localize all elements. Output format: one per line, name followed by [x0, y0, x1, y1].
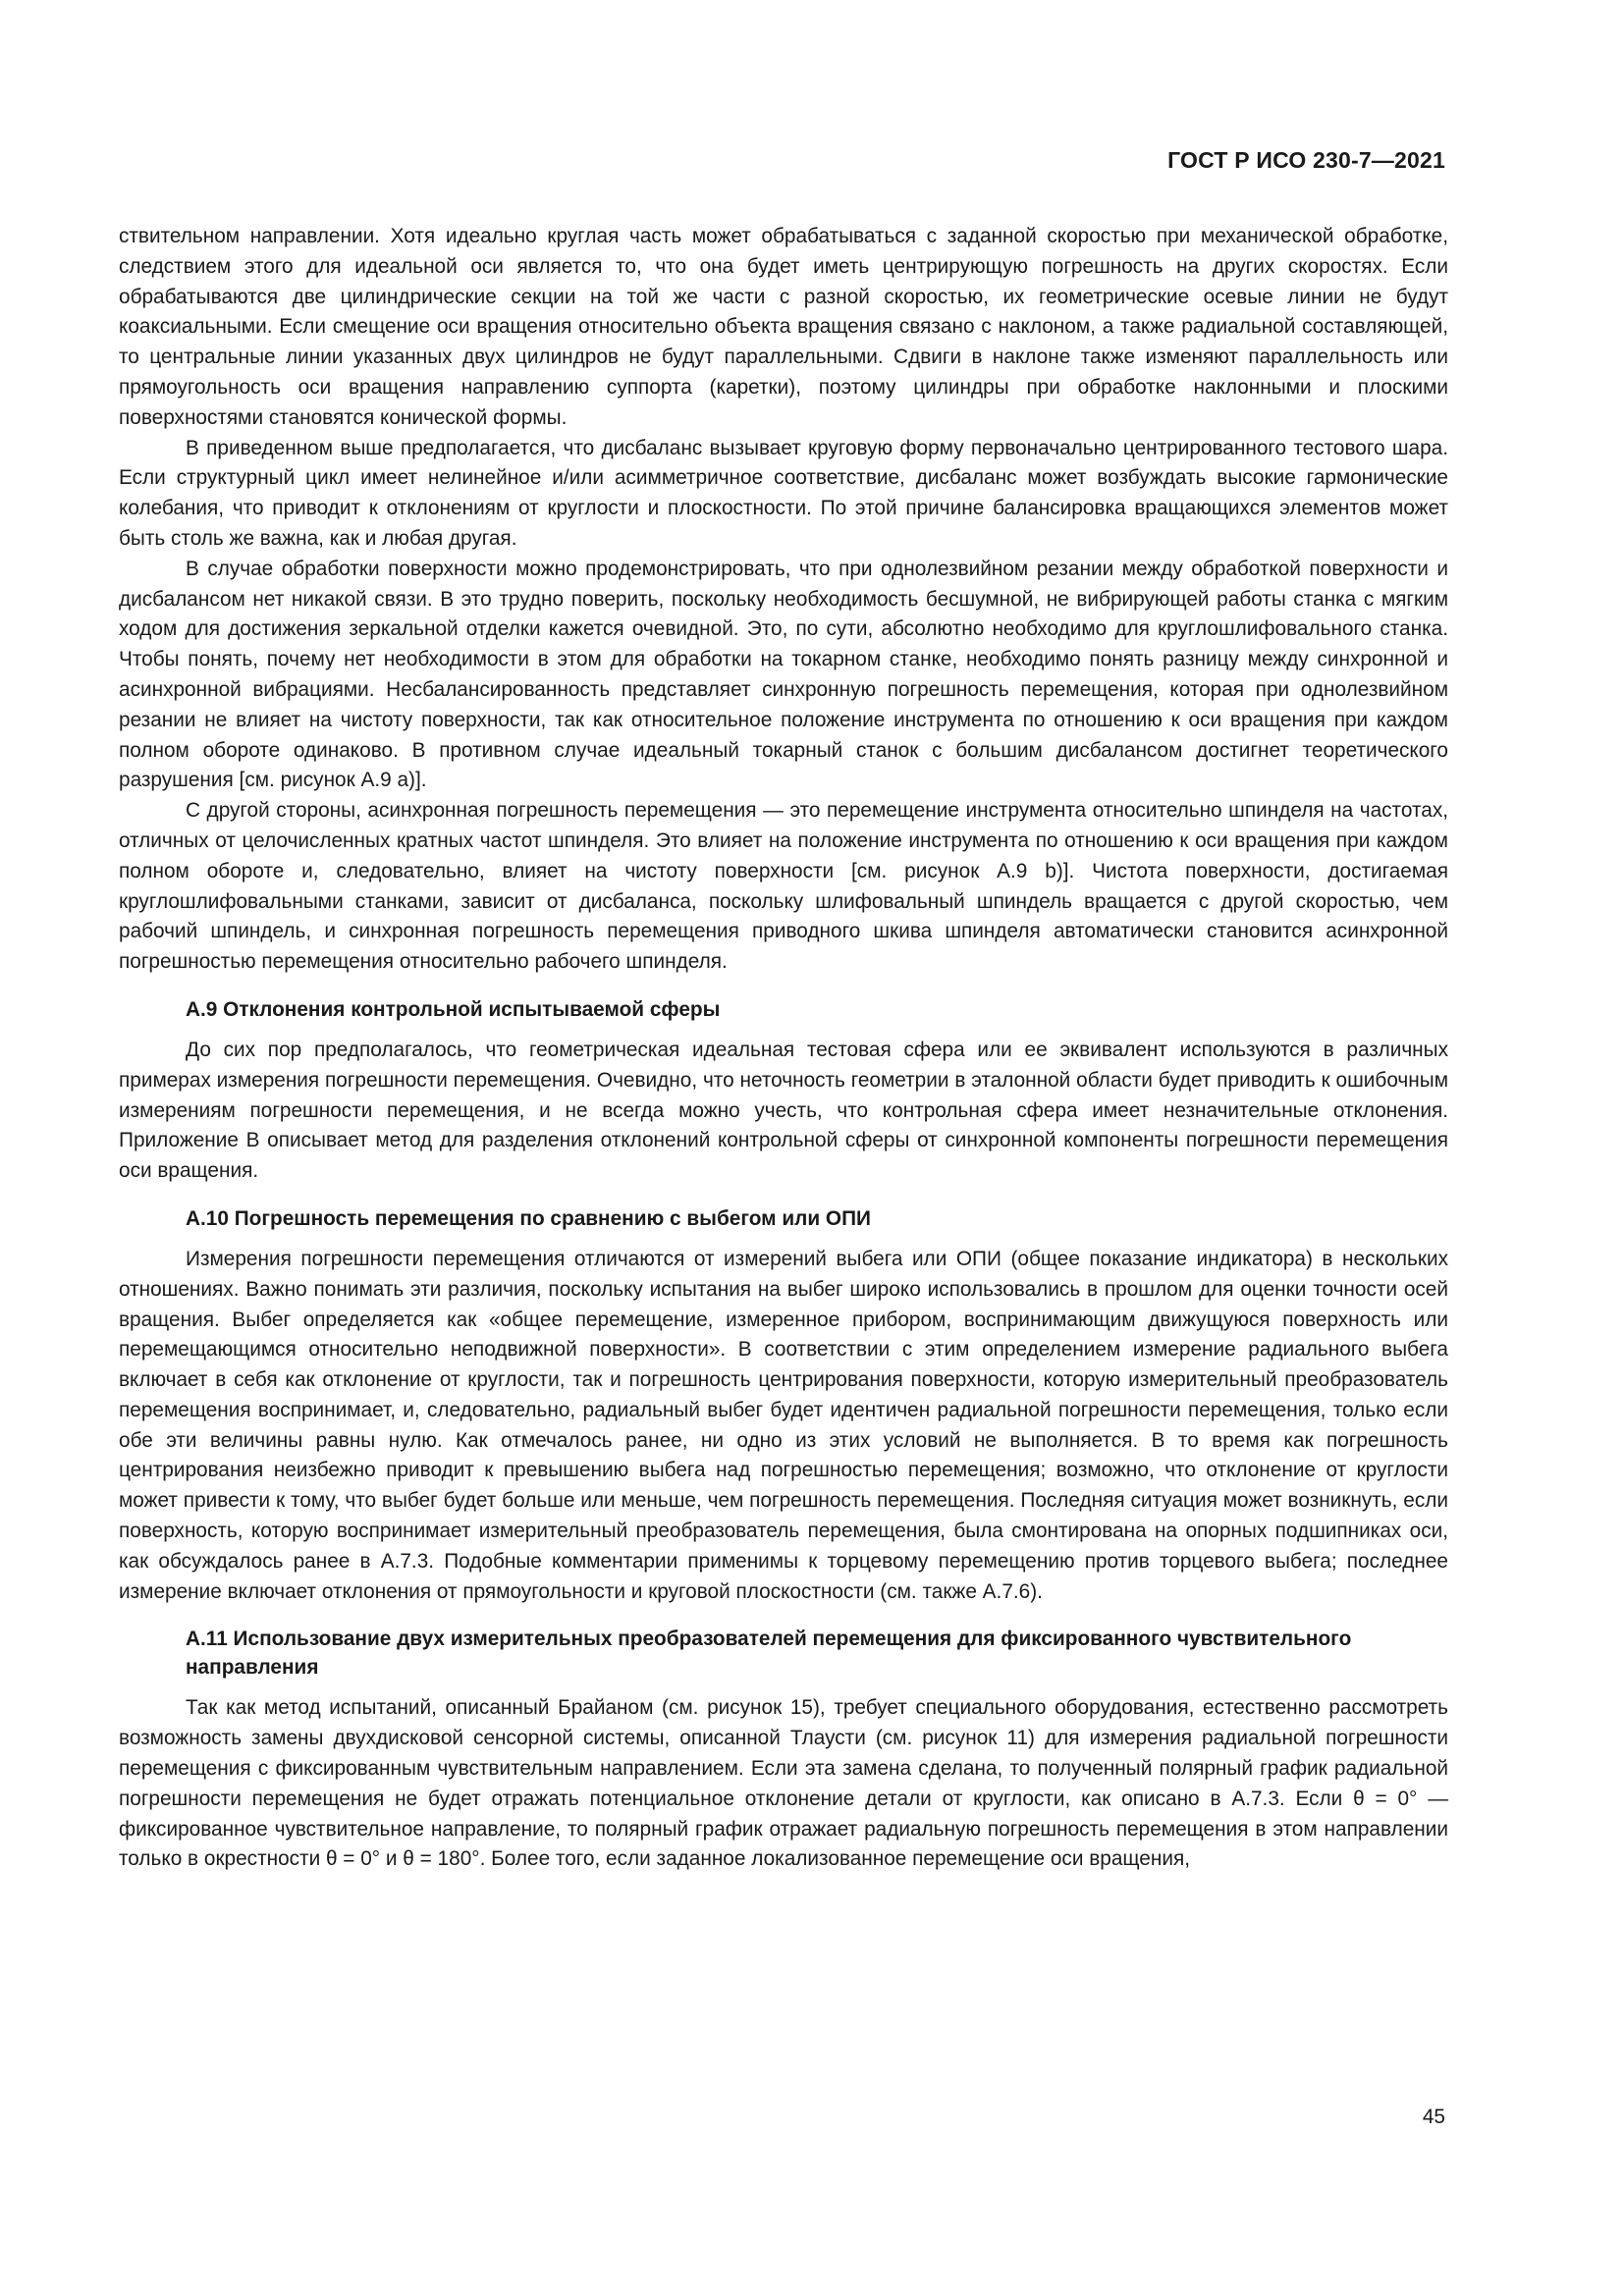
paragraph-balancing: В приведенном выше предполагается, что дисбаланс вызывает круговую форму первоначально центрированного тестового шара. Если структурный цикл имеет нелинейное и/или асимметричное соответствие, дисбаланс может возбуждать высокие гармонические колебания, что приводит к отклонениям от круглости и плоскостности. По этой причине балансировка вращающихся элементов может быть столь же важна, как и любая другая. [119, 436, 1448, 550]
paragraph-surface-finish: В случае обработки поверхности можно продемонстрировать, что при однолезвийном резании между обработкой поверхности и дисбалансом нет никакой связи. В это трудно поверить, поскольку необходимость бесшумной, не вибрирующей работы станка с мягким ходом для достижения зеркальной отделки кажется очевидной. Это, по сути, абсолютно необходимо для круглошлифовального станка. Чтобы понять, почему нет необходимости в этом для обработки на токарном станке, необходимо понять разницу между синхронной и асинхронной вибрациями. Несбалансированность представляет синхронную погрешность перемещения, которая при однолезвийном резании не влияет на чистоту поверхности, так как относительное положение инструмента по отношению к оси вращения при каждом полном обороте одинаково. В противном случае идеальный токарный станок с большим дисбалансом достигнет теоретического разрушения [см. рисунок А.9 а)]. [119, 557, 1448, 792]
section-heading-a9: А.9 Отклонения контрольной испытываемой сферы [186, 997, 721, 1021]
section-heading-a11: А.11 Использование двух измерительных преобразователей перемещения для фиксированного чувствительного направления [186, 1628, 1352, 1680]
paragraph-asynchronous-error: С другой стороны, асинхронная погрешность перемещения — это перемещение инструмента относительно шпинделя на частотах, отличных от целочисленных кратных частот шпинделя. Это влияет на положение инструмента по отношению к оси вращения при каждом полном обороте и, следовательно, влияет на чистоту поверхности [см. рисунок А.9 b)]. Чистота поверхности, достигаемая круглошлифовальными станками, зависит от дисбаланса, поскольку шлифовальный шпиндель вращается с другой скоростью, чем рабочий шпиндель, и синхронная погрешность перемещения приводного шкива шпинделя автоматически становится асинхронной погрешностью перемещения относительно рабочего шпинделя. [119, 799, 1448, 974]
page-number: 45 [1422, 2106, 1445, 2128]
paragraph-test-sphere: До сих пор предполагалось, что геометрическая идеальная тестовая сфера или ее эквивалент используются в различных примерах измерения погрешности перемещения. Очевидно, что неточность геометрии в эталонной области будет приводить к ошибочным измерениям погрешности перемещения, и не всегда можно учесть, что контрольная сфера имеет незначительные отклонения. Приложение В описывает метод для разделения отклонений контрольной сферы от синхронной компоненты погрешности перемещения оси вращения. [119, 1038, 1448, 1183]
document-header: ГОСТ Р ИСО 230-7—2021 [1167, 147, 1445, 173]
paragraph-two-sensors: Так как метод испытаний, описанный Брайаном (см. рисунок 15), требует специального оборудования, естественно рассмотреть возможность замены двухдисковой сенсорной системы, описанной Тлаусти (см. рисунок 11) для измерения радиальной погрешности перемещения с фиксированным чувствительным направлением. Если эта замена сделана, то полученный полярный график радиальной погрешности перемещения не будет отражать потенциальное отклонение детали от круглости, как описано в А.7.3. Если θ = 0° — фиксированное чувствительное направление, то полярный график отражает радиальную погрешность перемещения в этом направлении только в окрестности θ = 0° и θ = 180°. Более того, если заданное локализованное перемещение оси вращения, [119, 1696, 1448, 1871]
paragraph-runout: Измерения погрешности перемещения отличаются от измерений выбега или ОПИ (общее показание индикатора) в нескольких отношениях. Важно понимать эти различия, поскольку испытания на выбег широко использовались в прошлом для оценки точности осей вращения. Выбег определяется как «общее перемещение, измеренное прибором, воспринимающим движущуюся поверхность или перемещающимся относительно неподвижной поверхности». В соответствии с этим определением измерение радиального выбега включает в себя как отклонение от круглости, так и погрешность центрирования поверхности, которую измерительный преобразователь перемещения воспринимает, и, следовательно, радиальный выбег будет идентичен радиальной погрешности перемещения, только если обе эти величины равны нулю. Как отмечалось ранее, ни одно из этих условий не выполняется. В то время как погрешность центрирования неизбежно приводит к превышению выбега над погрешностью перемещения; возможно, что отклонение от круглости может привести к тому, что выбег будет больше или меньше, чем погрешность перемещения. Последняя ситуация может возникнуть, если поверхность, которую воспринимает измерительный преобразователь перемещения, была смонтирована на опорных подшипниках оси, как обсуждалось ранее в А.7.3. Подобные комментарии применимы к торцевому перемещению против торцевого выбега; последнее измерение включает отклонения от прямоугольности и круговой плоскостности (см. также А.7.6). [119, 1247, 1448, 1603]
section-heading-a10: А.10 Погрешность перемещения по сравнению с выбегом или ОПИ [186, 1206, 871, 1230]
document-body [119, 222, 1448, 1875]
paragraph-continuation: ствительном направлении. Хотя идеально круглая часть может обрабатываться с заданной скоростью при механической обработке, следствием этого для идеальной оси является то, что она будет иметь центрирующую погрешность на других скоростях. Если обрабатываются две цилиндрические секции на той же части с разной скоростью, их геометрические осевые линии не будут коаксиальными. Если смещение оси вращения относительно объекта вращения связано с наклоном, а также радиальной составляющей, то центральные линии указанных двух цилиндров не будут параллельными. Сдвиги в наклоне также изменяют параллельность или прямоугольность оси вращения направлению суппорта (каретки), поэтому цилиндры при обработке наклонными и плоскими поверхностями становятся конической формы. [119, 225, 1448, 429]
